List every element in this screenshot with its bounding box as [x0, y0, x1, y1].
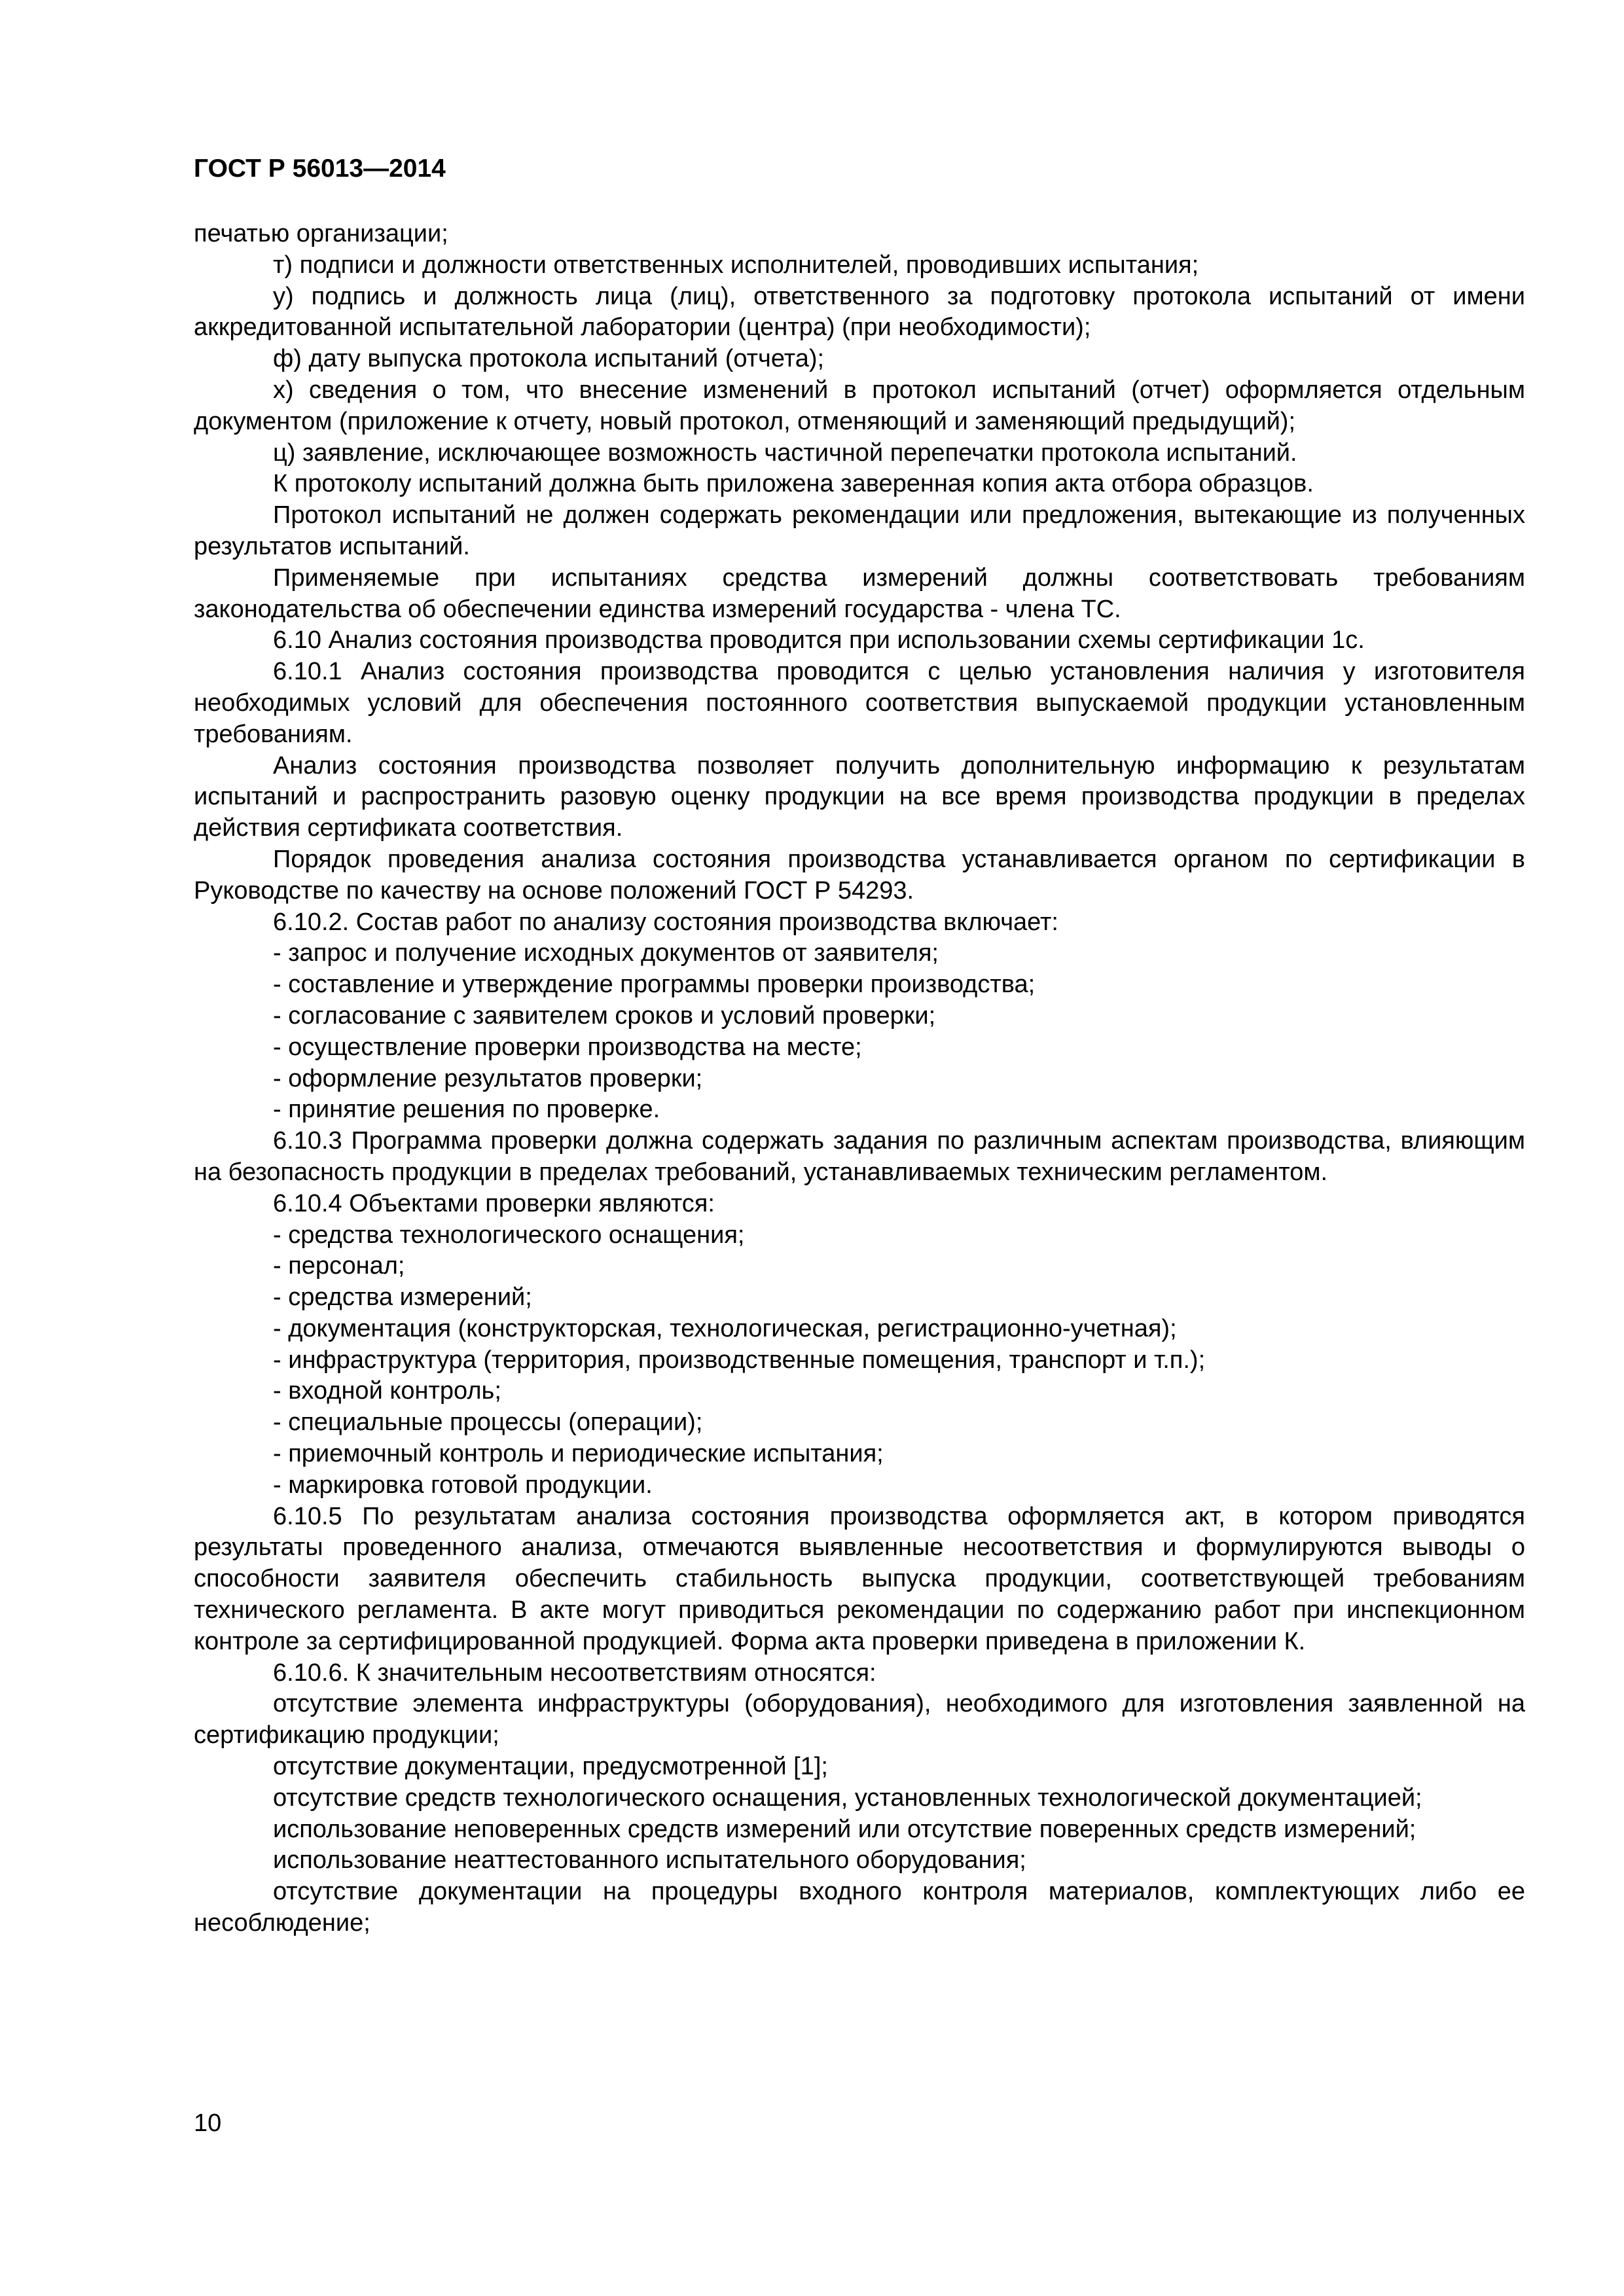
- paragraph: - запрос и получение исходных документов от заявителя;: [273, 939, 939, 967]
- paragraph: - оформление результатов проверки;: [273, 1064, 703, 1092]
- paragraph: ф) дату выпуска протокола испытаний (отчета);: [273, 345, 825, 373]
- paragraph: 6.10 Анализ состояния производства проводится при использовании схемы сертификации 1с.: [273, 626, 1365, 655]
- paragraph: 6.10.5 По результатам анализа состояния производства оформляется акт, в котором приводятся результаты проведенного анализа, отмечаются выявленные несоответствия и формулируются выводы о способности заявителя обеспечить стабильность выпуска продукции, соответствующей требованиям технического регламента. В акте могут приводиться рекомендации по содержанию работ при инспекционном контроле за сертифицированной продукцией. Форма акта проверки приведена в приложении К.: [194, 1502, 1525, 1655]
- paragraph: - приемочный контроль и периодические испытания;: [273, 1440, 884, 1468]
- paragraph: - инфраструктура (территория, производственные помещения, транспорт и т.п.);: [273, 1346, 1206, 1374]
- paragraph: - документация (конструкторская, технологическая, регистрационно-учетная);: [273, 1314, 1177, 1342]
- paragraph: К протоколу испытаний должна быть приложена заверенная копия акта отбора образцов.: [273, 470, 1314, 498]
- paragraph: Анализ состояния производства позволяет получить дополнительную информацию к результатам испытаний и распространить разовую оценку продукции на все время производства продукции в пределах действия сертификата соответствия.: [194, 751, 1525, 842]
- paragraph: 6.10.2. Состав работ по анализу состояния производства включает:: [273, 908, 1058, 936]
- paragraph: отсутствие средств технологического оснащения, установленных технологической документацией;: [273, 1784, 1422, 1812]
- document-header: ГОСТ Р 56013—2014: [194, 154, 446, 183]
- page-number: 10: [194, 2109, 222, 2137]
- paragraph: отсутствие документации на процедуры входного контроля материалов, комплектующих либо ее несоблюдение;: [194, 1878, 1525, 1937]
- document-body: [194, 219, 1525, 1939]
- paragraph: - средства технологического оснащения;: [273, 1221, 745, 1249]
- paragraph: Применяемые при испытаниях средства измерений должны соответствовать требованиям законодательства об обеспечении единства измерений государства - члена ТС.: [194, 564, 1525, 623]
- paragraph: х) сведения о том, что внесение изменений в протокол испытаний (отчет) оформляется отдельным документом (приложение к отчету, новый протокол, отменяющий и заменяющий предыдущий);: [194, 376, 1525, 435]
- paragraph: т) подписи и должности ответственных исполнителей, проводивших испытания;: [273, 251, 1199, 279]
- document-page: [194, 152, 1525, 1939]
- paragraph: у) подпись и должность лица (лиц), ответственного за подготовку протокола испытаний от имени аккредитованной испытательной лаборатории (центра) (при необходимости);: [194, 282, 1525, 342]
- paragraph: 6.10.4 Объектами проверки являются:: [273, 1189, 715, 1217]
- paragraph: - принятие решения по проверке.: [273, 1096, 660, 1124]
- paragraph: 6.10.3 Программа проверки должна содержать задания по различным аспектам производства, влияющим на безопасность продукции в пределах требований, устанавливаемых техническим регламентом.: [194, 1127, 1525, 1186]
- paragraph: использование неповеренных средств измерений или отсутствие поверенных средств измерений;: [273, 1815, 1416, 1843]
- paragraph: отсутствие элемента инфраструктуры (оборудования), необходимого для изготовления заявленной на сертификацию продукции;: [194, 1690, 1525, 1749]
- paragraph: - маркировка готовой продукции.: [273, 1471, 653, 1499]
- paragraph: печатью организации;: [194, 220, 448, 247]
- paragraph: - осуществление проверки производства на месте;: [273, 1033, 862, 1061]
- paragraph: - согласование с заявителем сроков и условий проверки;: [273, 1001, 936, 1030]
- paragraph: - специальные процессы (операции);: [273, 1408, 703, 1437]
- paragraph: - составление и утверждение программы проверки производства;: [273, 971, 1036, 999]
- paragraph: Протокол испытаний не должен содержать рекомендации или предложения, вытекающие из полученных результатов испытаний.: [194, 501, 1525, 560]
- paragraph: 6.10.6. К значительным несоответствиям относятся:: [273, 1659, 876, 1687]
- paragraph: использование неаттестованного испытательного оборудования;: [273, 1846, 1026, 1874]
- paragraph: 6.10.1 Анализ состояния производства проводится с целью установления наличия у изготовителя необходимых условий для обеспечения постоянного соответствия выпускаемой продукции установленным требованиям.: [194, 658, 1525, 748]
- paragraph: - персонал;: [273, 1252, 405, 1280]
- paragraph: - входной контроль;: [273, 1377, 501, 1405]
- paragraph: ц) заявление, исключающее возможность частичной перепечатки протокола испытаний.: [273, 439, 1297, 467]
- paragraph: - средства измерений;: [273, 1283, 532, 1312]
- paragraph: Порядок проведения анализа состояния производства устанавливается органом по сертификации в Руководстве по качеству на основе положений ГОСТ Р 54293.: [194, 845, 1525, 905]
- paragraph: отсутствие документации, предусмотренной [1];: [273, 1753, 828, 1781]
